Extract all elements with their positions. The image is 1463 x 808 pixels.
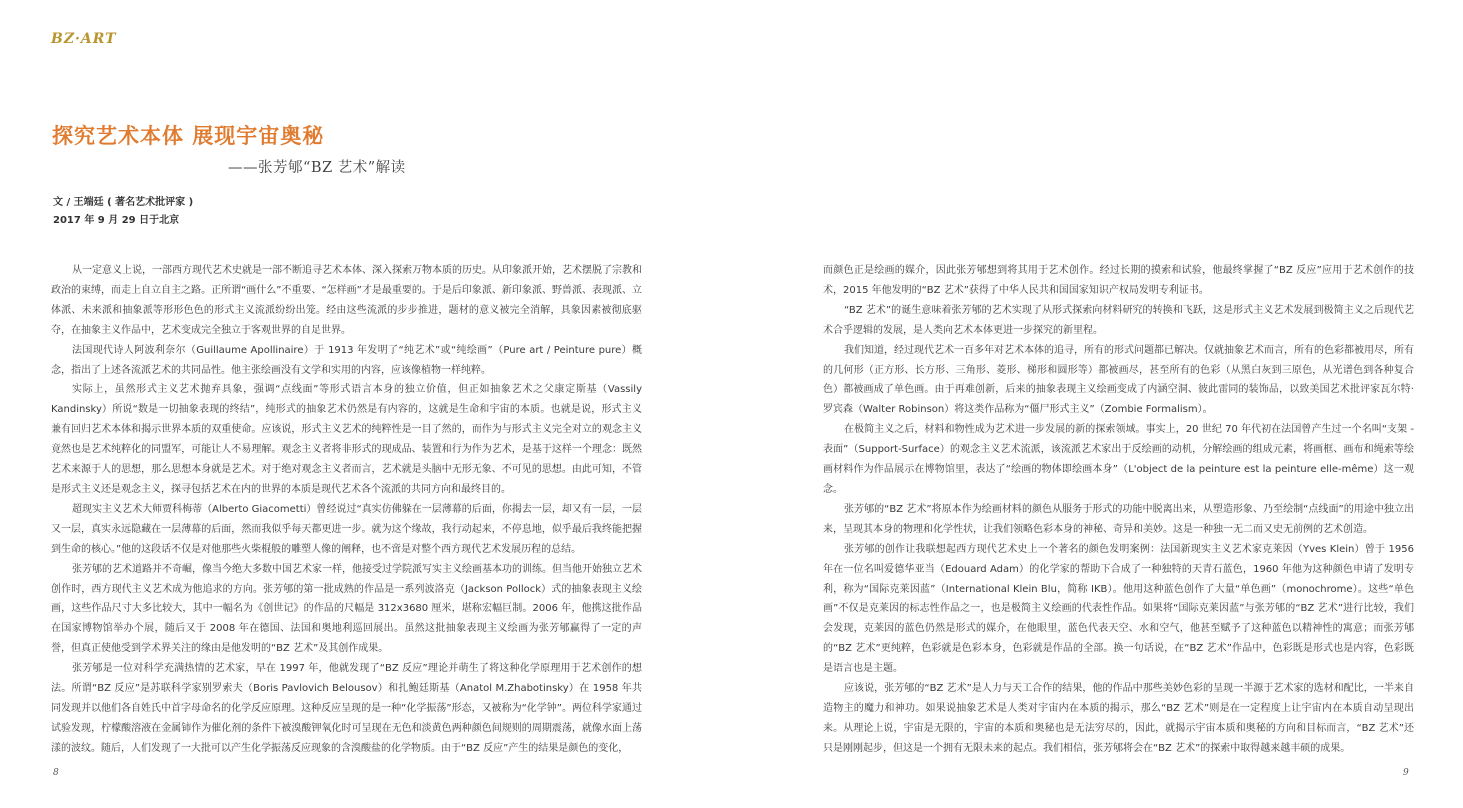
- right-page-body: [823, 261, 1414, 759]
- page-number-left: 8: [53, 768, 59, 778]
- paragraph: 应该说，张芳郇的“BZ 艺术”是人力与天工合作的结果，他的作品中那些美妙色彩的呈现一半源于艺术家的选材和配比，一半来自造物主的魔力和神功。如果说抽象艺术是人类对宇宙内在本质的揭示，那么“BZ 艺术”则是在一定程度上让宇宙内在本质自动呈现出来。从理论上说，宇宙是无限的，宇宙的本质和奥秘也是无法穷尽的，因此，就揭示宇宙本质和奥秘的方向和目标而言，“BZ 艺术”还只是刚刚起步，但这是一个拥有无限未来的起点。我们相信，张芳郇将会在“BZ 艺术”的探索中取得越来越丰硕的成果。: [823, 683, 1414, 754]
- article-author: 文 / 王端廷 ( 著名艺术批评家 ): [53, 197, 194, 208]
- paragraph: “BZ 艺术”的诞生意味着张芳郇的艺术实现了从形式探索向材料研究的转换和飞跃，这是形式主义艺术发展到极简主义之后现代艺术合乎逻辑的发展，是人类向艺术本体更进一步探究的新里程。: [823, 304, 1414, 336]
- paragraph: 我们知道，经过现代艺术一百多年对艺术本体的追寻，所有的形式问题都已解决。仅就抽象艺术而言，所有的色彩都被用尽，所有的几何形（正方形、长方形、三角形、菱形、梯形和圆形等）都被画尽，甚至所有的色彩（从黑白灰到三原色，从光谱色到各种复合色）都被画成了单色画。由于再难创新，后来的抽象表现主义绘画变成了内涵空洞、彼此雷同的装饰品，以致美国艺术批评家瓦尔特·罗宾森（Walter Robinson）将这类作品称为“僵尸形式主义”（Zombie Formalism）。: [823, 344, 1414, 416]
- paragraph: 张芳郇的“BZ 艺术”将原本作为绘画材料的颜色从服务于形式的功能中脱离出来，从塑造形象、乃至绘制“点线面”的用途中独立出来，呈现其本身的物理和化学性状，让我们领略色彩本身的神秘、奇异和美妙。这是一种独一无二而又史无前例的艺术创造。: [823, 503, 1414, 535]
- paragraph: 从一定意义上说，一部西方现代艺术史就是一部不断追寻艺术本体、深入探索万物本质的历史。从印象派开始，艺术摆脱了宗教和政治的束缚，而走上自立自主之路。正所谓“画什么”不重要、“怎样画”才是最重要的。于是后印象派、新印象派、野兽派、表现派、立体派、未来派和抽象派等形形色色的形式主义流派纷纷出笼。经由这些流派的步步推进，题材的意义被完全消解，具象因素被彻底驱夺，在抽象主义作品中，艺术变成完全独立于客观世界的自足世界。: [51, 265, 642, 336]
- paragraph: 实际上，虽然形式主义艺术抛弃具象，强调“点线面”等形式语言本身的独立价值，但正如抽象艺术之父康定斯基（Vassily Kandinsky）所说“数是一切抽象表现的终结”，纯形式的抽象艺术仍然是有内容的，这就是生命和宇宙的本质。也就是说，形式主义兼有回归艺术本体和揭示世界本质的双重使命。应该说，形式主义艺术的纯粹性是一目了然的，而作为与形式主义完全对立的观念主义竟然也是艺术纯粹化的同盟军，可能让人不易理解。观念主义者将非形式的现成品、装置和行为作为艺术，是基于这样一个理念：既然艺术来源于人的思想，那么思想本身就是艺术。对于绝对观念主义者而言，艺术就是头脑中无形无象、不可见的思想。由此可知，不管是形式主义还是观念主义，探寻包括艺术在内的世界的本质是现代艺术各个流派的共同方向和最终目的。: [51, 384, 642, 495]
- bz-art-logo: BZ·ART: [51, 31, 117, 47]
- article-date: 2017 年 9 月 29 日于北京: [53, 215, 180, 226]
- paragraph: 超现实主义艺术大师贾科梅蒂（Alberto Giacometti）曾经说过“真实仿佛躲在一层薄幕的后面，你揭去一层，却又有一层，一层又一层，真实永远隐藏在一层薄幕的后面，然而我似乎每天都更进一步。就为这个缘故，我行动起来，不停息地，似乎最后我终能把握到生命的核心。”他的这段话不仅是对他那些火柴棍般的雕塑人像的阐释，也不啻是对整个西方现代艺术发展历程的总结。: [51, 503, 642, 555]
- article-title: 探究艺术本体 展现宇宙奥秘: [52, 124, 325, 148]
- page-number-right: 9: [1403, 768, 1409, 778]
- article-subtitle: ——张芳郇“BZ 艺术”解读: [228, 160, 406, 176]
- paragraph: 张芳郇的艺术道路并不奇崛，像当今绝大多数中国艺术家一样，他接受过学院派写实主义绘画基本功的训练。但当他开始独立艺术创作时，西方现代主义艺术成为他追求的方向。张芳郇的第一批成熟的作品是一系列波洛克（Jackson Pollock）式的抽象表现主义绘画，这些作品尺寸大多比较大，其中一幅名为《创世记》的作品的尺幅是 312x3680 厘米，堪称宏幅巨制。2006 年，他携这批作品在国家博物馆举办个展，随后又于 2008 年在德国、法国和奥地利巡回展出。虽然这批抽象表现主义绘画为张芳郇赢得了一定的声誉，但真正使他受到学术界关注的缘由是他发明的“BZ 艺术”及其创作成果。: [51, 563, 642, 655]
- paragraph: 在极简主义之后，材料和物性成为艺术进一步发展的新的探索领域。事实上，20 世纪 70 年代初在法国曾产生过一个名叫“支架 - 表面”（Support-Surface）的观念主义艺术流派，该流派艺术家出于反绘画的动机，分解绘画的组成元素，将画框、画布和绳索等绘画材料作为作品展示在博物馆里，表达了“绘画的物体即绘画本身”（L'object de la peinture est la peinture elle-même）这一观念。: [823, 424, 1414, 495]
- paragraph: 法国现代诗人阿波利奈尔（Guillaume Apollinaire）于 1913 年发明了“纯艺术”或“纯绘画”（Pure art / Peinture pure）概念，指出了上述各流派艺术的共同品性。他主张绘画没有文学和实用的内容，应该像植物一样纯粹。: [51, 344, 642, 376]
- paragraph: 张芳郇的创作让我联想起西方现代艺术史上一个著名的颜色发明案例：法国新现实主义艺术家克莱因（Yves Klein）曾于 1956 年在一位名叫爱德华亚当（Edouard Adam）的化学家的帮助下合成了一种独特的天青石蓝色，1960 年他为这种颜色申请了发明专利，称为“国际克莱因蓝”（International Klein Blu，简称 IKB）。他用这种蓝色创作了大量“单色画”（monochrome）。这些“单色画”不仅是克莱因的标志性作品之一，也是极简主义绘画的代表性作品。如果将“国际克莱因蓝”与张芳郇的“BZ 艺术”进行比较，我们会发现，克莱因的蓝色仍然是形式的媒介，在他眼里，蓝色代表天空、水和空气，他甚至赋予了这种蓝色以精神性的寓意；而张芳郇的“BZ 艺术”更纯粹，色彩就是色彩本身，色彩就是作品的全部。换一句话说，在“BZ 艺术”作品中，色彩既是形式也是内容，色彩既是语言也是主题。: [823, 543, 1414, 675]
- paragraph: 而颜色正是绘画的媒介，因此张芳郇想到将其用于艺术创作。经过长期的摸索和试验，他最终掌握了“BZ 反应”应用于艺术创作的技术，2015 年他发明的“BZ 艺术”获得了中华人民共和国国家知识产权局发明专利证书。: [823, 265, 1414, 296]
- left-page-body: [51, 261, 642, 759]
- paragraph: 张芳郇是一位对科学充满热情的艺术家，早在 1997 年，他就发现了“BZ 反应”理论并萌生了将这种化学原理用于艺术创作的想法。所谓“BZ 反应”是苏联科学家别罗索夫（Boris Pavlovich Belousov）和扎鲍廷斯基（Anatol M.Zhabotinsky）在 1958 年共同发现并以他们各自姓氏中首字母命名的化学反应原理。这种反应呈现的是一种“化学振荡”形态，又被称为“化学钟”。两位科学家通过试验发现，柠檬酸溶液在金属铈作为催化剂的条件下被溴酸钾氧化时可呈现在无色和淡黄色两种颜色间规则的周期震荡，就像水面上荡漾的波纹。随后，人们发现了一大批可以产生化学振荡反应现象的含溴酸盐的化学物质。由于“BZ 反应”产生的结果是颜色的变化，: [51, 663, 642, 754]
